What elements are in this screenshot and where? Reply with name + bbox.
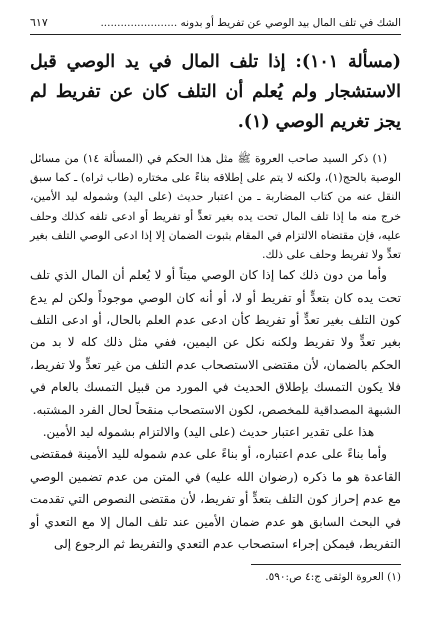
running-title: الشك في تلف المال بيد الوصي عن تفريط أو بدونه ....................... bbox=[100, 17, 401, 29]
body-paragraph: وأما من دون ذلك كما إذا كان الوصي ميتاً أو لا يُعلم أن المال الذي تلف تحت يده كان بتعدٍّ أو تفريط أو لا، أو أنه كان الوصي موجوداً ولكن لم يدع كون التلف بغير تعدٍّ أو تفريط كأن ادعى عدم العلم بالحال، أو ادعى التلف بغير تعدٍّ ولا تفريط ولكنه نكل عن اليمين، ففي مثل ذلك كله لا بد من الحكم بالضمان، لأن مقتضى الاستصحاب عدم التلف من غير تعدٍّ ولا تفريط، فلا يكون التمسك بإطلاق الحديث في المورد من قبيل التمسك بالعام في الشبهة المصداقية للمخصص، لكون الاستصحاب منقحاً لحال الفرد المشتبه. bbox=[30, 268, 401, 417]
body-paragraph: هذا على تقدير اعتبار حديث (على اليد) والالتزام بشموله ليد الأمين. bbox=[42, 425, 375, 440]
issue-heading: (مسألة ١٠١): إذا تلف المال في يد الوصي قبل الاستشجار ولم يُعلم أن التلف كان عن تفريط لم يجز تغريم الوصي (١). bbox=[30, 52, 401, 132]
commentary-note bbox=[30, 149, 401, 264]
commentary-paragraph: (١) ذكر السيد صاحب العروة ﷺ مثل هذا الحكم في (المسألة ١٤) من مسائل الوصية بالحج(١)، ولكنه لا يتم على إطلاقه بناءً على مختاره (طاب ثراه) ـ كما سبق النقل عنه من كتاب المضاربة ـ من اعتبار حديث (على اليد) وشموله ليد الأمين، خرج منه ما إذا تلف المال تحت يده بغير تعدٍّ أو تفريط أو ادعى تلفه كذلك وحلف عليه، فإن مقتضاه الالتزام في المقام بثبوت الضمان إلا إذا ادعى الوصي التلف بغير تعدٍّ ولا تفريط وحلف على ذلك. bbox=[30, 152, 401, 262]
footnote: (١) العروة الوثقى ج:٤ ص:٥٩٠. bbox=[265, 570, 401, 583]
page-number: ٦١٧ bbox=[30, 16, 48, 29]
body-paragraph: وأما بناءً على عدم اعتباره، أو بناءً على عدم شموله لليد الأمينة فمقتضى القاعدة هو ما ذكره (رضوان الله عليه) في المتن من عدم تضمين الوصي مع عدم إحراز كون التلف بتعدٍّ أو تفريط، لأن مقتضى النصوص التي تقدمت في البحث السابق هو عدم ضمان الأمين عند تلف المال إلا مع التعدي أو التفريط، فيمكن إجراء استصحاب عدم التعدي والتفريط ثم الرجوع إلى bbox=[30, 447, 401, 552]
running-header bbox=[30, 16, 401, 35]
main-body bbox=[30, 264, 401, 555]
footnote-separator bbox=[251, 564, 401, 565]
